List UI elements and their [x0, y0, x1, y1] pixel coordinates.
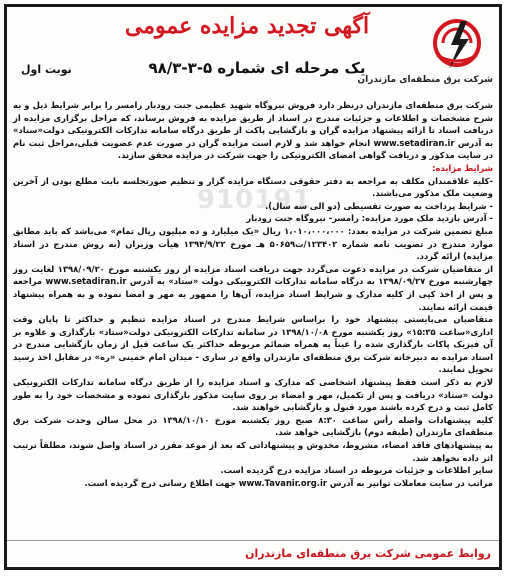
- intro-paragraph: شرکت برق منطقه‌ای مازندران درنظر دارد فروش نیروگاه شهید عظیمی جنت رودبار رامسر را برابر شرایط ذیل و به شرح مشخصات و اطلاعات و جزئیات مندرج در اسناد از طریق مزایده به فروش برساند، که مراحل برگزاری مزایده از دریافت اسناد تا ارائه پیشنهاد مزایده گران و بازگشایی پاکت از طریق درگاه سامانه تدارکات الکترونیکی دولت«ستاد» به آدرس www.setadiran.ir انجام خواهد شد و لازم است مزایده گران در صورت عدم عضویت قبلی،مراحل ثبت نام در سایت مذکور و دریافت گواهی امضای الکترونیکی را جهت شرکت در مزایده محقق سازند.: [13, 100, 493, 161]
- condition-item: مبلغ تضمین شرکت در مزایده بعدد: ۱،۰۱۰،۰۰۰،۰۰۰ ریال «یک میلیارد و ده میلیون ریال تمام» می‌باشد که باید مطابق موارد مندرج در تصویب نامه شماره ۱۲۳۴۰۲/ت۵۰۶۵۹ هـ مورخ ۱۳۹۴/۹/۲۲ هیأت وزیران (به روش مندرج در اسناد مزایده) ارائه گردد.: [13, 225, 494, 262]
- condition-item: از متقاضیان شرکت در مزایده دعوت می‌گردد جهت دریافت اسناد مزایده از روز یکشنبه مورخ ۱۳۹۸/۰۹/۲۰ لغایت روز چهارشنبه مورخ ۱۳۹۸/۰۹/۲۷ به درگاه سامانه تدارکات الکترونیکی دولت «ستاد» به آدرس www.setadiran.ir مراجعه و پس از اخذ کپی از کلیه مدارک و شرایط اسناد مزایده، آن‌ها را ممهور به مهر و امضا نموده و به همراه پیشنهاد قیمت ارائه نمایند.: [13, 263, 493, 312]
- condition-item: کلیه پیشنهادات واصله رأس ساعت ۸:۳۰ صبح روز یکشنبه مورخ ۱۳۹۸/۱۰/۱۰ در محل سالن وحدت شرکت برق منطقه‌ای مازندران (طبقه دوم) بازگشایی خواهد شد.: [13, 414, 493, 438]
- company-logo-icon: [425, 15, 489, 77]
- condition-item: لازم به ذکر است فقط پیشنهاد اشخاصی که مدارک و اسناد مزایده را از طریق درگاه سامانه تدارکات الکترونیکی دولت «ستاد» دریافت و پس از تکمیل، مهر و امضاء بر روی سایت مذکور بارگذاری نموده و مشخصات خود را به طور کامل ثبت و درج کرده باشند مورد قبول و بازگشایی خواهند شد.: [13, 377, 493, 413]
- company-name: شرکت برق منطقه‌ای مازندران: [357, 75, 493, 85]
- public-relations-signature: روابط عمومی شرکت برق منطقه‌ای مازندران: [245, 547, 491, 560]
- condition-item: سایر اطلاعات و جزئیات مربوطه در اسناد مزایده درج گردیده است.: [220, 465, 493, 476]
- condition-item: - آدرس بازدید ملک مورد مزایده: رامسر- نیروگاه جنت رودبار: [246, 213, 493, 224]
- condition-item: به پیشنهادهای فاقد امضاء، مشروط، مخدوش و پیشنهاداتی که بعد از موعد مقرر در اسناد واصل شوند، مطلقاً ترتیب اثر داده نخواهد شد.: [13, 440, 493, 463]
- watermark-number: 910191: [197, 185, 312, 215]
- ad-subtitle: یک مرحله ای شماره ۵-۳-۹۸/۳: [148, 59, 366, 77]
- publication-round: نوبت اول: [21, 63, 72, 76]
- ad-title: آگهی تجدید مزایده عمومی: [124, 13, 370, 39]
- condition-item: -کلیه علاقمندان مکلف به مراجعه به دفتر حقوقی دستگاه مزایده گزار و تنظیم صورتجلسه بابت مطلع بودن از آخرین وضعیت ملک مذکور می‌باشند.: [13, 175, 493, 199]
- ad-header: [7, 7, 499, 99]
- condition-item: - شرایط پرداخت به صورت تقسیطی (دو الی سه سال).: [265, 200, 493, 211]
- conditions-heading: شرایط مزایده:: [432, 162, 493, 173]
- ad-body: [13, 99, 493, 537]
- condition-item: مراتب در سایت معاملات توانیر به آدرس www.Tavanir.org.ir جهت اطلاع رسانی درج گردیده است.: [84, 477, 493, 488]
- ad-footer: [7, 540, 499, 567]
- advertisement-frame: [4, 4, 502, 570]
- condition-item: متقاضیان می‌بایستی پیشنهاد خود را براساس شرایط مندرج در اسناد مزایده تنظیم و حداکثر تا پایان وقت اداری«ساعت ۱۵:۳۵» روز یکشنبه مورخ ۱۳۹۸/۱۰/۰۸ در سامانه تدارکات الکترونیکی دولت«ستاد» بارگذاری و علاوه بر آن فیزیک پاکات بارگذاری شده را عیناً به همراه ضمائم مربوطه حداکثر یک ساعت قبل از زمان بازگشایی مندرج در اسناد مزایده به دبیرخانه شرکت برق منطقه‌ای مازندران واقع در ساری - میدان امام خمینی «ره» در مقابل اخذ رسید تحویل نمایند.: [13, 314, 494, 375]
